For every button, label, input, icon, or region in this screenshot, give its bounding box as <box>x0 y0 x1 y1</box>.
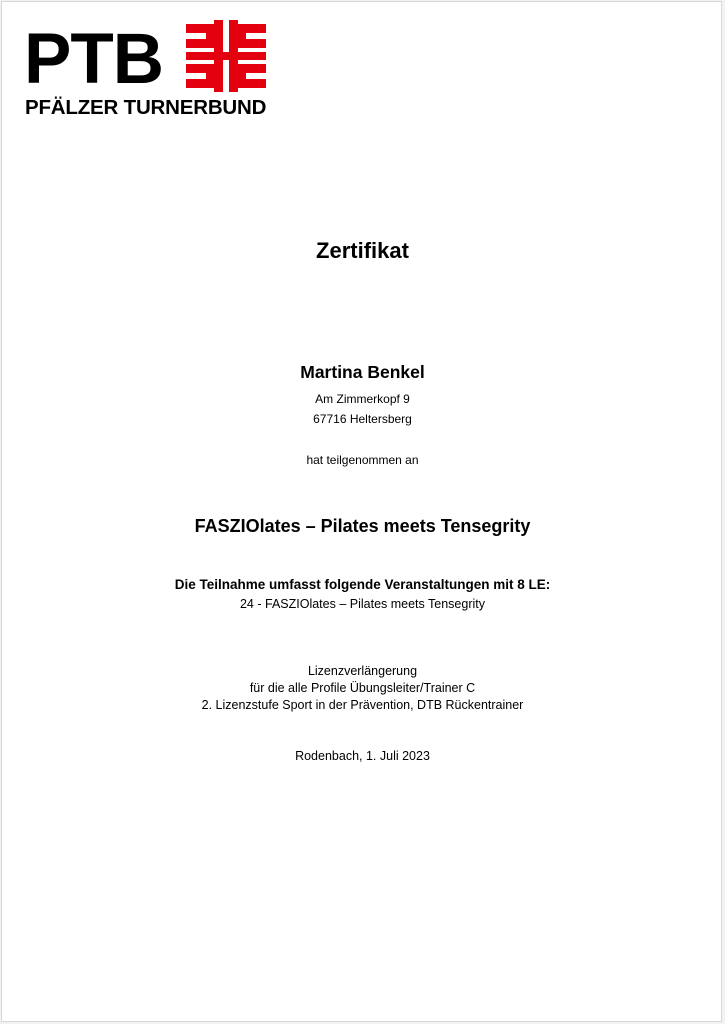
logo-organization-name: PFÄLZER TURNERBUND <box>25 96 267 119</box>
logo-abbreviation: PTB <box>24 20 163 99</box>
license-line-2: für die alle Profile Übungsleiter/Trainer C <box>249 681 476 695</box>
turner-cross-icon <box>186 20 266 92</box>
participation-text: hat teilgenommen an <box>306 453 419 467</box>
event-item: 24 - FASZIOlates – Pilates meets Tensegrity <box>239 597 485 611</box>
recipient-city: 67716 Heltersberg <box>313 412 412 426</box>
events-heading: Die Teilnahme umfasst folgende Veranstaltungen mit 8 LE: <box>174 577 551 592</box>
certificate-title: Zertifikat <box>316 238 409 263</box>
ptb-logo <box>22 20 272 120</box>
recipient-name: Martina Benkel <box>300 362 425 382</box>
place-date: Rodenbach, 1. Juli 2023 <box>295 749 430 763</box>
certificate-page <box>1 1 722 1022</box>
course-title: FASZIOlates – Pilates meets Tensegrity <box>194 516 531 536</box>
license-line-1: Lizenzverlängerung <box>307 664 418 678</box>
recipient-street: Am Zimmerkopf 9 <box>315 392 410 406</box>
license-line-3: 2. Lizenzstufe Sport in der Prävention, DTB Rückentrainer <box>201 698 524 712</box>
